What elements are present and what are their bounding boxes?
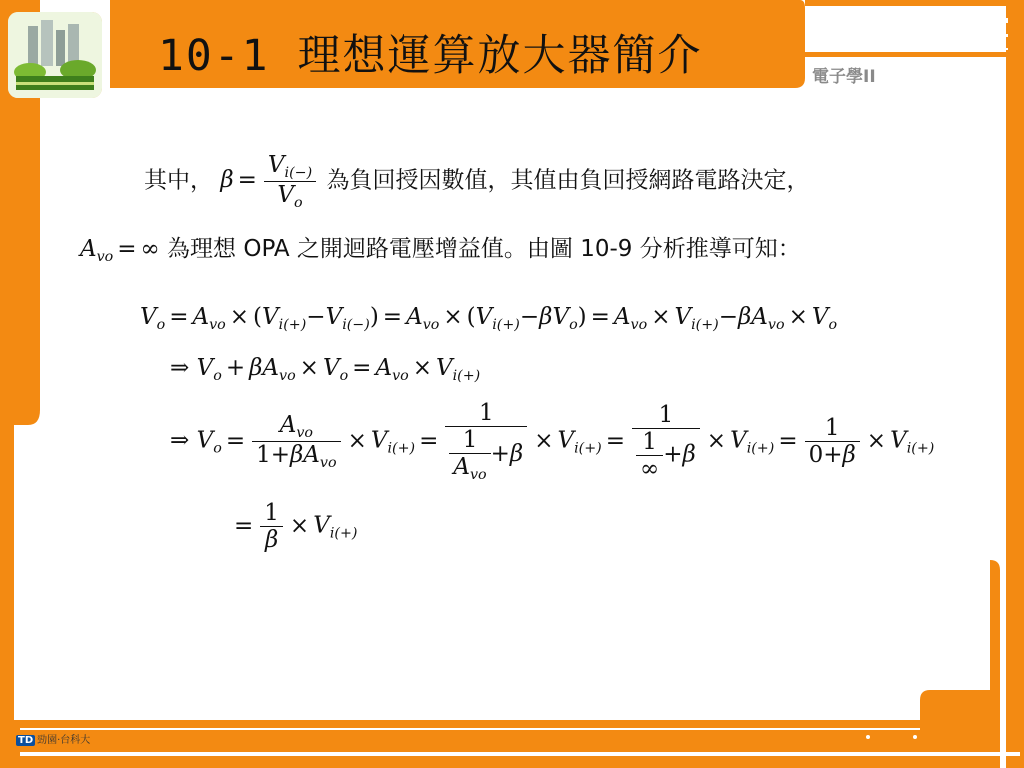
- intro-prefix: 其中，: [144, 167, 213, 194]
- avo-description: 為理想 OPA 之開迴路電壓增益值。由圖 10-9 分析推導可知：: [167, 236, 801, 262]
- beta-description: 為負回授因數值，其值由負回授網路電路決定，: [326, 167, 810, 194]
- beta-definition-line: [144, 152, 809, 211]
- equation-3: ⇒ $V_o$ = $\frac{A_{vo}}{1+\beta A_{vo}}$ × $V_{i(+)}$ = 1 $\frac{1}{A_{vo}}$ +β × $V_{i(+)}$ = 1 $\frac{1}{\infty}$ +β × $V_{i(+)}$ = $\frac{1}{0+\beta}$ × $V_{i(+)}$: [170, 400, 935, 483]
- avo-formula: $A_{vo}$ = ∞: [80, 236, 160, 265]
- beta-formula: β = $\frac{V_{i(-)}}{V_o}$: [220, 167, 326, 193]
- logo-text: 勁園‧台科大: [37, 735, 91, 746]
- footer-dot: [866, 735, 870, 739]
- page-title: 10-1 理想運算放大器簡介: [158, 31, 703, 81]
- avo-definition-line: [80, 230, 801, 265]
- equation-2: ⇒ $V_o + \beta A_{vo} \times V_o = A_{vo} \times V_{i(+)}$: [170, 355, 481, 384]
- equation-1: $V_o = A_{vo} \times (V_{i(+)}-V_{i(-)}) = A_{vo} \times (V_{i(+)}-\beta V_o) = A_{vo} \times V_{i(+)}-\beta A_{vo} \times V_o$: [140, 304, 838, 333]
- city-leaf-icon: [8, 12, 102, 98]
- course-label: 電子學II: [812, 67, 876, 87]
- footer-dot: [913, 735, 917, 739]
- publisher-logo: [16, 731, 90, 746]
- equation-4: = $\frac{1}{\beta}$ × $V_{i(+)}$: [234, 500, 358, 553]
- logo-mark: TD: [18, 735, 34, 746]
- header-thumbnail: [8, 12, 102, 98]
